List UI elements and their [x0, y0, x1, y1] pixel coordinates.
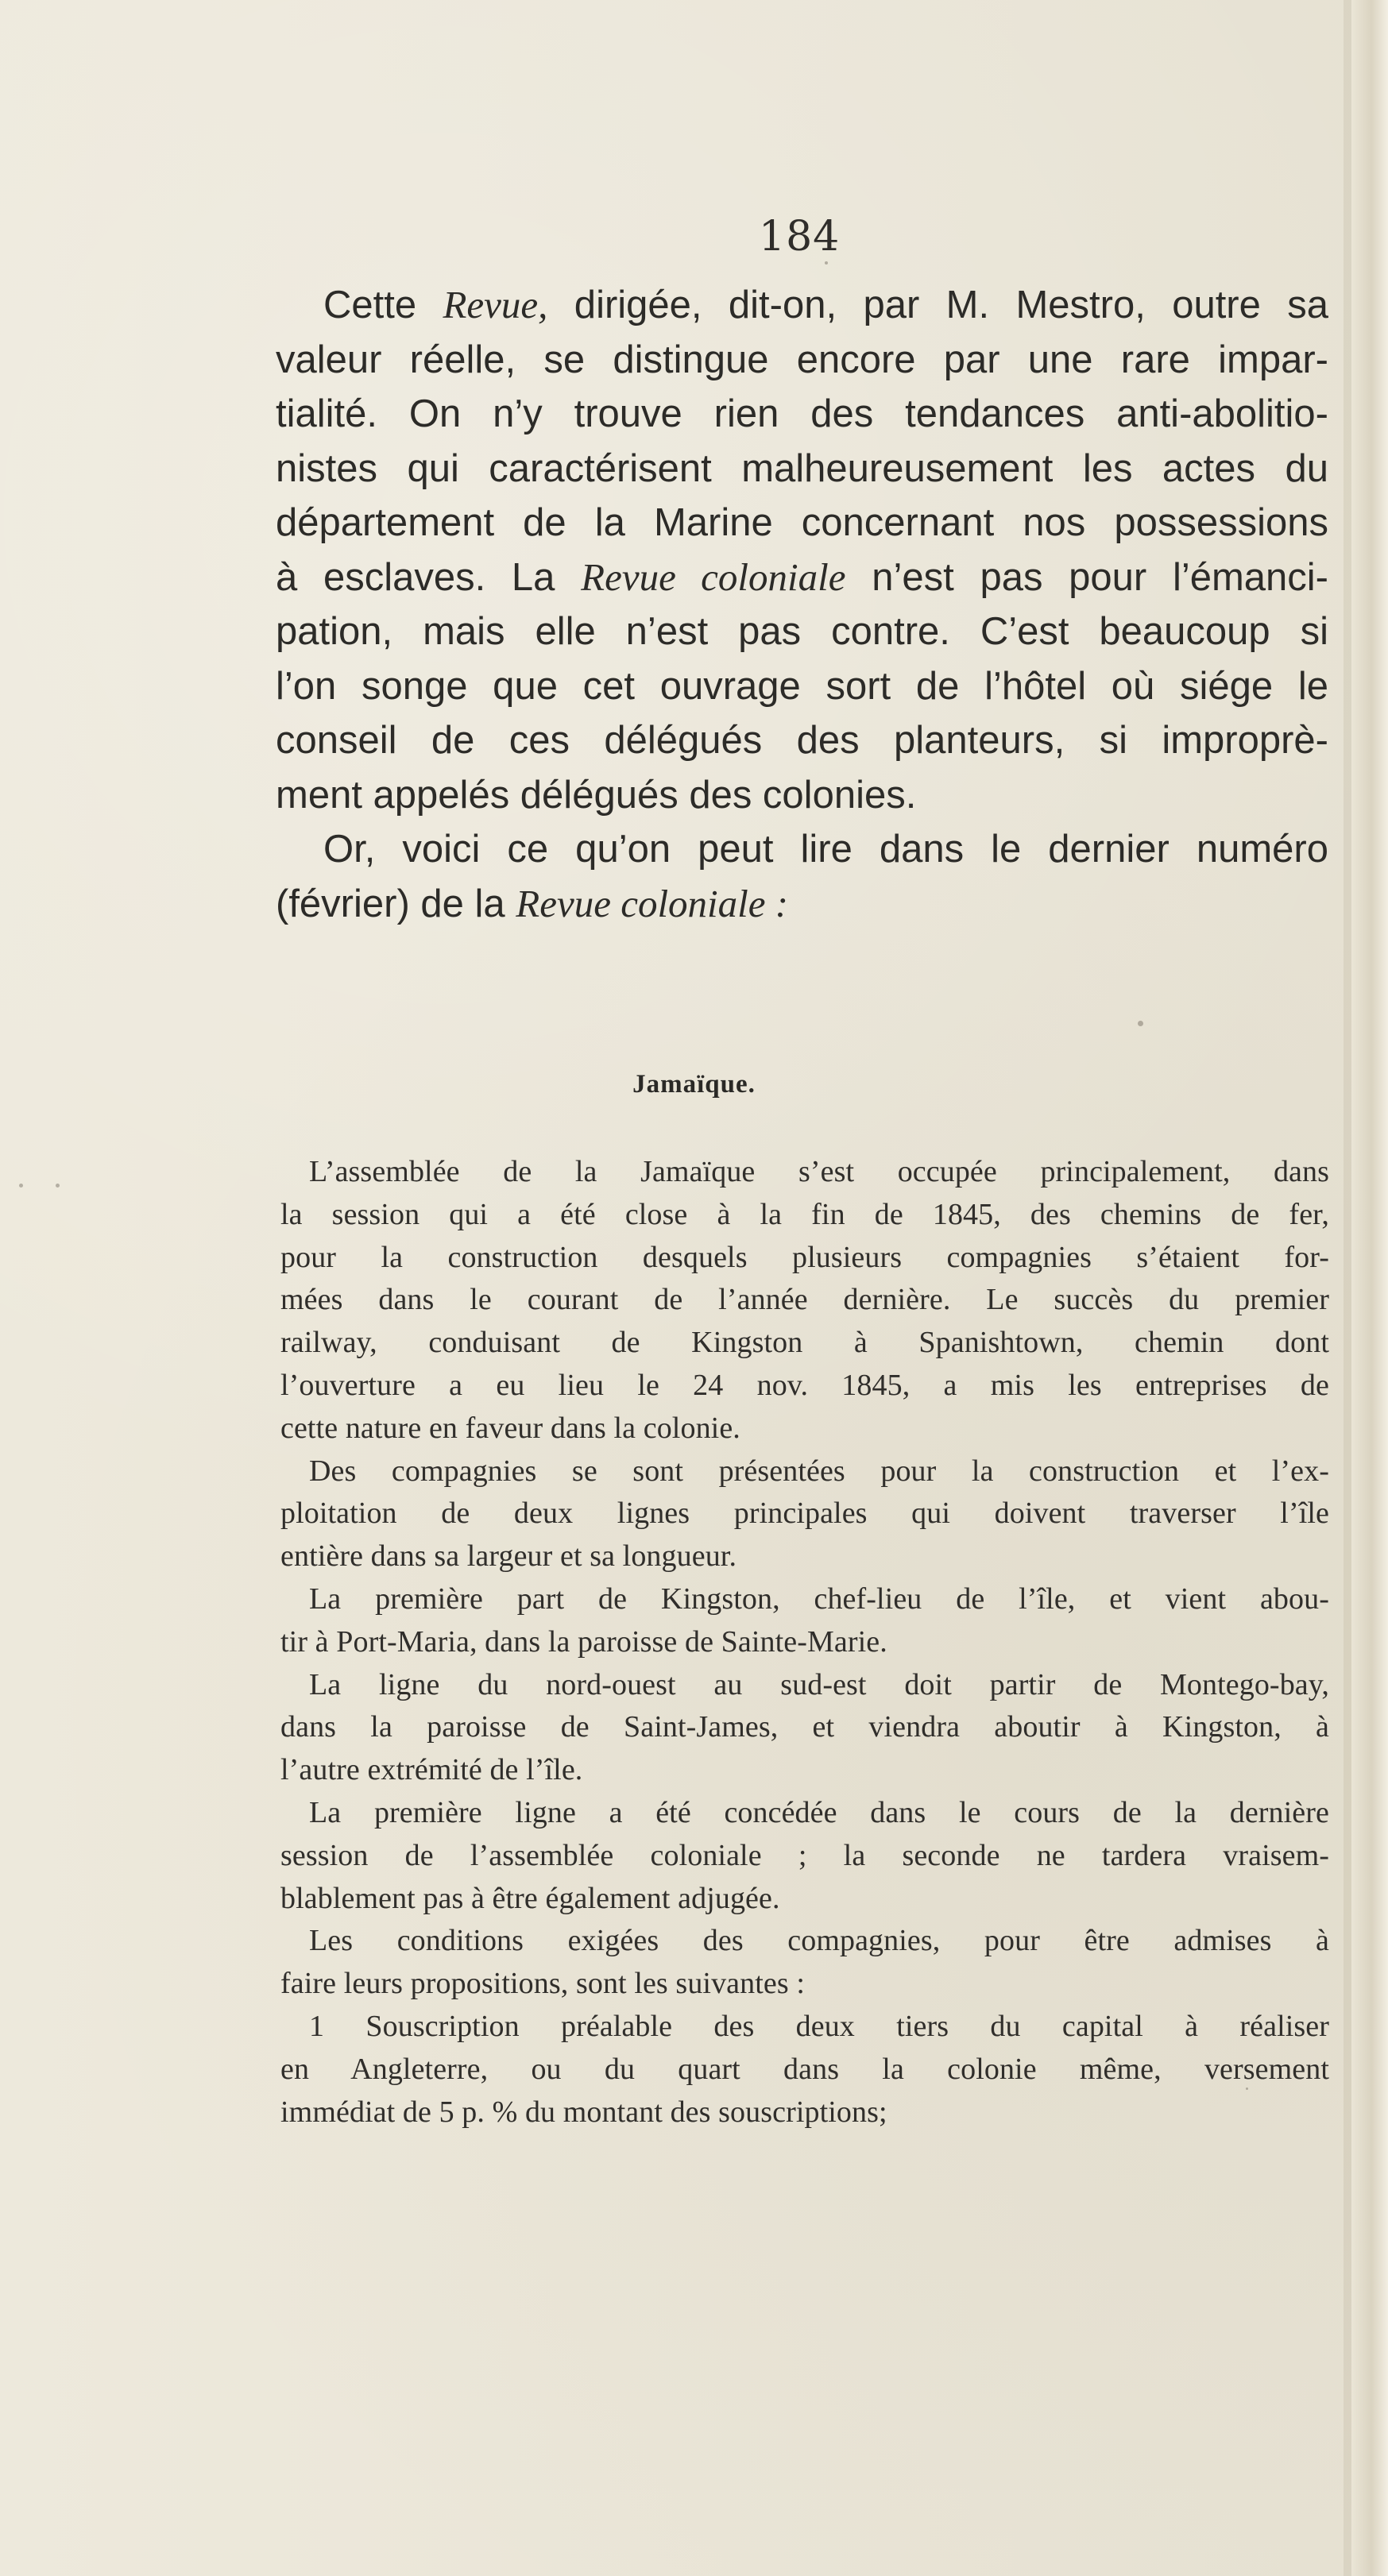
- quoted-line: la session qui a été close à la fin de 1845, des chemins de fer,: [280, 1197, 1329, 1231]
- article-text-fragment: conseil de ces délégués des planteurs, si improprè-: [276, 719, 1328, 762]
- quoted-line: Des compagnies se sont présentées pour la construction et l’ex-: [309, 1454, 1329, 1488]
- article-text-fragment: à esclaves. La: [276, 555, 582, 599]
- quoted-line: La ligne du nord-ouest au sud-est doit partir de Montego-bay,: [309, 1667, 1329, 1701]
- article-text-fragment: dirigée, dit-on, par M. Mestro, outre sa: [547, 284, 1329, 326]
- article-line: [276, 550, 1328, 605]
- article-line: [276, 387, 1328, 442]
- quoted-line: L’assemblée de la Jamaïque s’est occupée principalement, dans: [309, 1155, 1329, 1188]
- italic-title-text: Revue coloniale: [581, 554, 846, 599]
- quoted-line: blablement pas à être également adjugée.: [280, 1881, 780, 1915]
- article-line: [276, 713, 1328, 768]
- quoted-line: tir à Port-Maria, dans la paroisse de Sainte-Marie.: [280, 1624, 887, 1659]
- page-right-edge: [1351, 0, 1388, 2576]
- ink-speck: [1246, 2087, 1248, 2090]
- quoted-line: l’autre extrémité de l’île.: [280, 1753, 583, 1787]
- quoted-line: La première part de Kingston, chef-lieu de l’île, et vient abou-: [309, 1582, 1329, 1616]
- article-line: [276, 604, 1328, 659]
- article-line: [276, 278, 1328, 333]
- page-edge-shadow: [1344, 0, 1351, 2576]
- quoted-line: railway, conduisant de Kingston à Spanishtown, chemin dont: [280, 1326, 1329, 1360]
- quoted-line: immédiat de 5 p. % du montant des souscriptions;: [280, 2095, 887, 2129]
- article-line: [276, 659, 1328, 714]
- quoted-excerpt: [280, 1151, 1329, 2134]
- article-text-fragment: Or, voici ce qu’on peut lire dans le dernier numéro: [323, 828, 1328, 871]
- article-text-fragment: (février) de la: [276, 882, 516, 925]
- article-text-fragment: nistes qui caractérisent malheureusement les actes du: [276, 446, 1328, 490]
- quoted-line: dans la paroisse de Saint-James, et viendra aboutir à Kingston, à: [280, 1710, 1329, 1744]
- quoted-line: ploitation de deux lignes principales qui doivent traverser l’île: [280, 1497, 1329, 1531]
- quoted-line: mées dans le courant de l’année dernière. Le succès du premier: [280, 1283, 1329, 1317]
- page-number: 184: [759, 213, 841, 261]
- quoted-line: l’ouverture a eu lieu le 24 nov. 1845, a mis les entreprises de: [280, 1368, 1329, 1402]
- quoted-line: pour la construction desquels plusieurs compagnies s’étaient for-: [280, 1240, 1329, 1274]
- italic-title-text: Revue coloniale :: [516, 881, 789, 925]
- quoted-line: session de l’assemblée coloniale ; la seconde ne tardera vraisem-: [280, 1838, 1329, 1872]
- article-text-fragment: ment appelés délégués des colonies.: [276, 773, 917, 817]
- quoted-line: faire leurs propositions, sont les suivantes :: [280, 1967, 806, 2001]
- article-text-fragment: valeur réelle, se distingue encore par une rare impar-: [276, 338, 1328, 381]
- article-line: [276, 496, 1328, 550]
- quoted-line: cette nature en faveur dans la colonie.: [280, 1411, 740, 1445]
- article-line: [276, 822, 1328, 877]
- quoted-line: en Angleterre, ou du quart dans la colonie même, versement: [280, 2052, 1329, 2086]
- article-text-fragment: l’on songe que cet ouvrage sort de l’hôtel où siége le: [276, 664, 1328, 708]
- article-line: [276, 768, 1328, 823]
- ink-mark: [825, 261, 828, 265]
- quoted-line: entière dans sa largeur et sa longueur.: [280, 1539, 737, 1574]
- section-heading-jamaique: Jamaïque.: [632, 1070, 756, 1099]
- article-text-fragment: département de la Marine concernant nos possessions: [276, 501, 1328, 544]
- article-line: [276, 877, 1328, 932]
- italic-title-text: Revue,: [443, 283, 548, 326]
- quoted-line: Les conditions exigées des compagnies, pour être admises à: [309, 1924, 1329, 1958]
- ink-speck: [56, 1184, 60, 1188]
- main-article-text: [276, 278, 1328, 931]
- quoted-line: La première ligne a été concédée dans le cours de la dernière: [309, 1795, 1329, 1829]
- ink-speck: [19, 1184, 23, 1188]
- ink-speck: [1138, 1021, 1143, 1026]
- article-text-fragment: tialité. On n’y trouve rien des tendances anti-abolitio-: [276, 392, 1328, 435]
- article-text-fragment: Cette: [323, 284, 443, 326]
- quoted-line: 1 Souscription préalable des deux tiers du capital à réaliser: [309, 2009, 1329, 2043]
- article-line: [276, 333, 1328, 388]
- article-text-fragment: pation, mais elle n’est pas contre. C’est beaucoup si: [276, 610, 1328, 653]
- article-text-fragment: n’est pas pour l’émanci-: [845, 555, 1329, 599]
- article-line: [276, 442, 1328, 496]
